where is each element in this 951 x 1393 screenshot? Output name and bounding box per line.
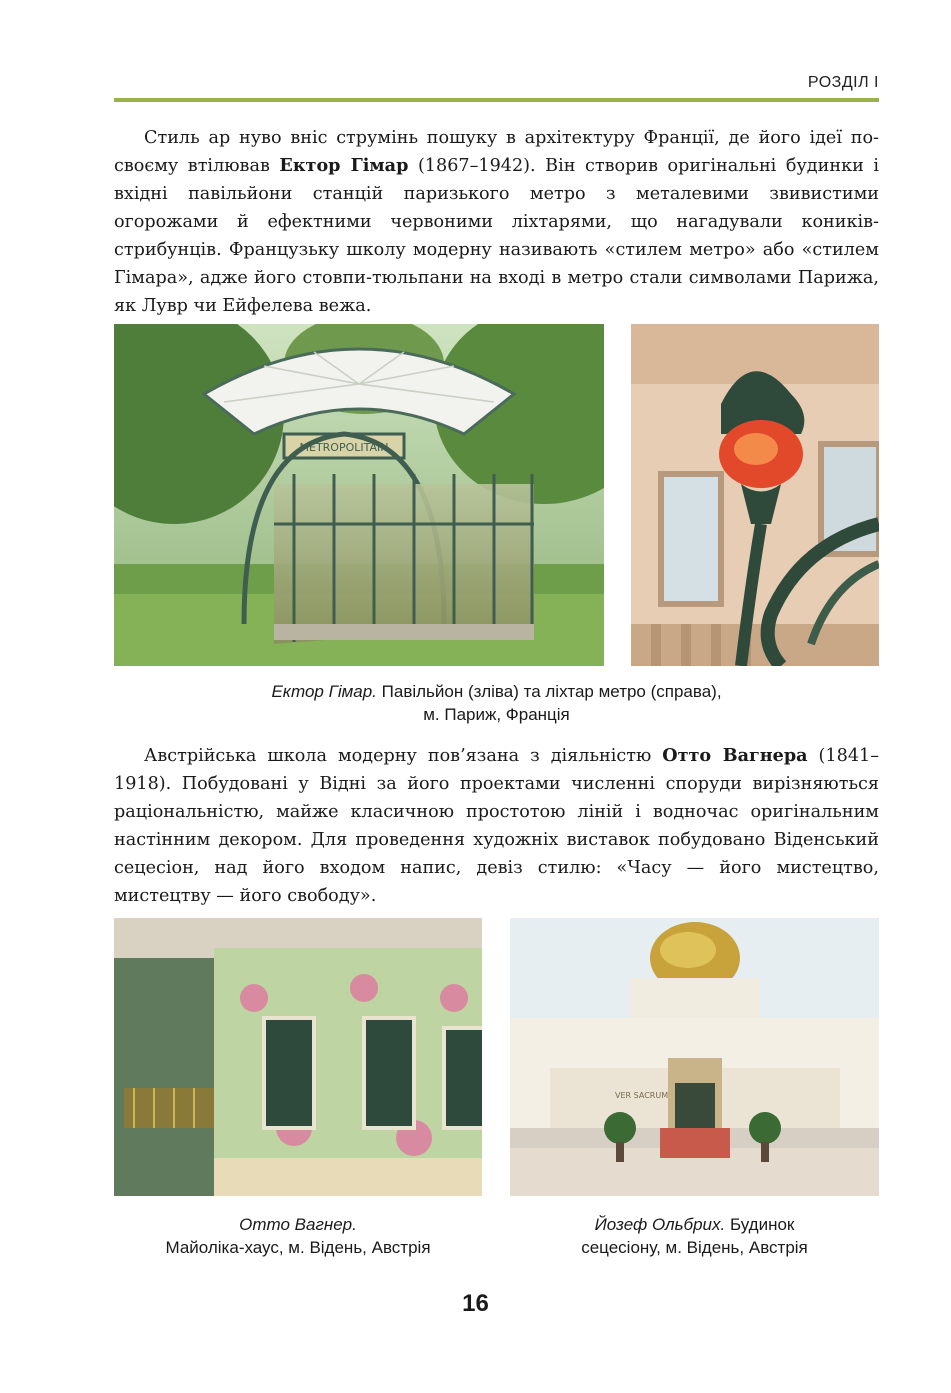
caption-text: Майоліка-хаус, м. Відень, Австрія: [165, 1238, 431, 1257]
paragraph-wagner: [114, 742, 879, 910]
section-header: РОЗДІЛ I: [807, 74, 879, 91]
caption-text: Павільйон (зліва) та ліхтар метро (справа),: [376, 682, 722, 701]
photo-majolika-house: [114, 918, 482, 1196]
caption-olbrich: [510, 1213, 879, 1259]
caption-text: сецесіону, м. Відень, Австрія: [581, 1238, 808, 1257]
paragraph-text: Австрійська школа модерну пов’язана з діяльністю: [144, 746, 663, 766]
paragraph-text: (1867–1942). Він створив оригінальні будинки і вхідні павільйони станцій паризького метро з металевими звивистими огорожами й ефектними червоними ліхтарями, що нагадували коників-стрибунців. Французьку школу модерну називають «стилем метро» або «стилем Гімара», адже його стовпи-тюльпани на вході в метро стали символами Парижа, як Лувр чи Ейфелева вежа.: [114, 156, 879, 316]
name-wagner: Отто Вагнера: [662, 745, 808, 766]
photo-metro-lantern: [631, 324, 879, 666]
caption-author: Отто Вагнер.: [239, 1215, 357, 1234]
caption-guimard: [114, 680, 879, 726]
caption-text: м. Париж, Франція: [423, 705, 570, 724]
paragraph-text: Стиль ар нуво вніс струмінь пошуку в архітектуру Франції, де його ідеї по-своєму втілював: [114, 128, 879, 176]
secession-sign-text: VER SACRUM: [615, 1091, 669, 1100]
caption-author: Йозеф Ольбрих.: [594, 1215, 726, 1234]
caption-wagner: [114, 1213, 482, 1259]
name-guimard: Ектор Гімар: [279, 155, 409, 176]
page-number: 16: [462, 1290, 489, 1317]
photo-secession-building: [510, 918, 879, 1196]
header-rule: [114, 98, 879, 102]
photo-metro-pavilion: [114, 324, 604, 666]
paragraph-text: (1841–1918). Побудовані у Відні за його проектами численні споруди вирізняються раціональністю, майже класичною простотою ліній і водночас оригінальним настінним декором. Для проведення художніх виставок побудовано Віденський сецесіон, над його входом напис, девіз стилю: «Часу — його мистецтво, мистецтву — його свободу».: [114, 746, 879, 906]
caption-text: Будинок: [725, 1215, 795, 1234]
paragraph-guimard: [114, 124, 879, 320]
caption-author: Ектор Гімар.: [271, 682, 377, 701]
metro-sign-text: METROPOLITAIN: [299, 441, 389, 454]
